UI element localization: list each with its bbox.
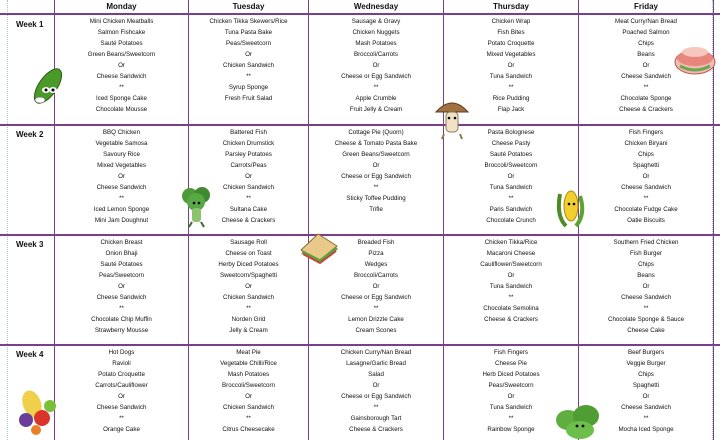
meal-item: Herby Diced Potatoes [218, 261, 279, 268]
meal-item: Cottage Pie (Quorn) [348, 129, 404, 136]
meal-item: Chocolate Chip Muffin [91, 316, 152, 323]
week-label: Week 3 [16, 240, 44, 249]
meal-item: Mash Potatoes [355, 40, 397, 47]
meal-item: Tuna Sandwich [489, 184, 533, 191]
meal-item: Onion Bhaji [105, 250, 138, 257]
meal-item: Savoury Rice [103, 151, 140, 158]
meal-cell [55, 237, 188, 336]
meal-item: Chocolate Sponge [620, 95, 672, 102]
meal-item: Or [118, 283, 125, 290]
day-header-friday: Friday [633, 2, 658, 11]
meal-item: Tuna Sandwich [489, 283, 533, 290]
meal-item: Or [642, 393, 650, 400]
meal-item: Syrup Sponge [228, 84, 269, 91]
meal-item: Or [372, 162, 380, 169]
meal-item: Peas/Sweetcorn [488, 382, 534, 389]
meal-item: Chicken Sandwich [223, 62, 274, 69]
week-label: Week 1 [16, 20, 44, 29]
meal-item: Carrots/Cauliflower [95, 382, 148, 389]
week-label: Week 2 [16, 130, 44, 139]
meal-item: Sausage & Gravy [351, 18, 401, 25]
meal-item: Or [118, 62, 125, 69]
meal-item: Breaded Fish [357, 239, 395, 246]
meal-item: Cauliflower/Sweetcorn [480, 261, 542, 268]
day-header-wednesday: Wednesday [353, 2, 399, 11]
meal-item: Cheese Pasty [491, 140, 531, 147]
meal-item: Parsley Potatoes [225, 151, 272, 158]
meal-item: Chicken Drumstick [222, 140, 275, 147]
meal-item: ** [119, 84, 124, 91]
meal-cell [309, 127, 443, 215]
meal-item: Fish Burger [630, 250, 662, 257]
meal-item: ** [246, 415, 251, 422]
meal-item: Battered Fish [230, 129, 267, 136]
meal-item: Rice Pudding [492, 95, 530, 102]
meal-item: Or [507, 173, 515, 180]
meal-item: Or [372, 62, 380, 69]
meal-item: Or [245, 283, 252, 290]
meal-item: Or [507, 393, 515, 400]
meal-item: Cheese Sandwich [621, 404, 671, 411]
meal-item: Poached Salmon [622, 29, 670, 36]
meal-item: Chips [638, 151, 654, 158]
meal-item: Potato Croquette [98, 371, 145, 378]
meal-item: Green Beans/Sweetcorn [342, 151, 410, 158]
meal-cell [309, 347, 443, 435]
meal-item: ** [508, 84, 514, 91]
meal-item: Carrots/Peas [230, 162, 267, 169]
meal-cell [189, 237, 308, 336]
meal-item: ** [373, 404, 379, 411]
meal-item: ** [373, 184, 379, 191]
meal-item: Lemon Drizzle Cake [348, 316, 404, 323]
day-header-tuesday: Tuesday [232, 2, 265, 11]
meal-item: Cheese & Crackers [484, 316, 538, 323]
meal-item: Or [507, 272, 515, 279]
meal-item: Beans [637, 51, 655, 58]
meal-item: Green Beans/Sweetcorn [87, 51, 156, 58]
meal-item: Beans [637, 272, 655, 279]
meal-item: ** [246, 73, 251, 80]
meal-item: Peas/Sweetcorn [98, 272, 145, 279]
day-header-thursday: Thursday [492, 2, 529, 11]
meal-item: Or [642, 173, 650, 180]
meal-item: Hot Dogs [108, 349, 135, 356]
meal-item: Macaroni Cheese [486, 250, 536, 257]
meal-item: Pasta Bolognese [487, 129, 535, 136]
meal-item: Cheese & Crackers [221, 217, 276, 224]
cucumber-mascot-icon [26, 60, 70, 108]
meal-item: Cheese Sandwich [621, 294, 671, 301]
meal-item: ** [119, 195, 124, 202]
meal-item: ** [643, 415, 649, 422]
meal-item: Chocolate Semolina [483, 305, 539, 312]
meal-item: Herb Diced Potatoes [482, 371, 540, 378]
meal-item: Citrus Cheesecake [222, 426, 275, 433]
meal-item: Meat Curry/Nan Bread [615, 18, 677, 25]
meal-cell [55, 127, 188, 226]
meal-item: Salad [368, 371, 384, 378]
meal-item: Chicken Sandwich [223, 294, 274, 301]
meal-cell [55, 16, 188, 115]
meal-item: Or [245, 173, 252, 180]
meal-item: Cheese or Egg Sandwich [341, 294, 411, 301]
meal-item: Or [118, 173, 125, 180]
meal-item: Or [118, 393, 125, 400]
meal-item: Trifle [369, 206, 383, 213]
grid-line [0, 344, 720, 346]
meal-item: Or [372, 382, 380, 389]
meal-item: Chicken Tikka Skewers/Rice [209, 18, 288, 25]
meal-item: Or [245, 51, 252, 58]
meal-item: Orange Cake [103, 426, 140, 433]
meal-item: Chocolate Crunch [486, 217, 536, 224]
meal-item: Peas/Sweetcorn [225, 40, 272, 47]
meal-item: Wedges [364, 261, 388, 268]
meal-item: Broccoli/Carrots [353, 272, 398, 279]
margin-guide [7, 0, 8, 440]
meal-item: Cheese or Egg Sandwich [341, 173, 411, 180]
meal-item: Chips [638, 261, 654, 268]
meal-item: Cheese or Egg Sandwich [341, 393, 411, 400]
meal-item: Tuna Sandwich [489, 404, 533, 411]
meal-item: Cheese Sandwich [621, 184, 671, 191]
meal-item: Chips [638, 371, 654, 378]
meal-item: Mixed Vegetables [97, 162, 146, 169]
meal-item: Potato Croquette [487, 40, 535, 47]
meal-item: Broccoli/Sweetcorn [222, 382, 275, 389]
meal-item: Cheese Cake [627, 327, 665, 334]
meal-item: Salmon Fishcake [97, 29, 146, 36]
meal-item: Broccoli/Carrots [353, 51, 398, 58]
meal-item: Chicken Tikka/Rice [484, 239, 538, 246]
meal-item: Sauté Potatoes [100, 261, 143, 268]
grid-line [0, 234, 720, 236]
meal-item: Tuna Pasta Bake [224, 29, 273, 36]
meal-item: Oatie Biscuits [627, 217, 665, 224]
meal-item: Or [642, 283, 650, 290]
meal-item: Broccoli/Sweetcorn [484, 162, 538, 169]
meal-cell [579, 127, 713, 226]
meal-item: Cheese & Crackers [619, 106, 673, 113]
meal-item: Sweetcorn/Spaghetti [219, 272, 278, 279]
meal-cell [444, 237, 578, 325]
meal-item: Fresh Fruit Salad [224, 95, 273, 102]
meal-item: Tuna Sandwich [489, 73, 533, 80]
meal-cell [309, 16, 443, 115]
meal-item: ** [643, 84, 649, 91]
meal-cell [579, 237, 713, 336]
meal-item: Paris Sandwich [489, 206, 533, 213]
meal-item: Sultana Cake [229, 206, 268, 213]
meal-item: Fish Fingers [628, 129, 664, 136]
meal-item: Apple Crumble [355, 95, 397, 102]
mushroom-mascot-icon [432, 96, 472, 140]
meal-item: Chips [638, 40, 654, 47]
meal-item: ** [508, 294, 514, 301]
meal-item: BBQ Chicken [102, 129, 141, 136]
meal-item: Iced Lemon Sponge [93, 206, 150, 213]
meal-item: Southern Fried Chicken [613, 239, 679, 246]
meal-cell [189, 347, 308, 435]
meal-item: Lasagne/Garlic Bread [346, 360, 406, 367]
meal-item: Chocolate Sponge & Sauce [607, 316, 685, 323]
meal-item: Beef Burgers [627, 349, 665, 356]
meal-item: Chicken Sandwich [223, 184, 274, 191]
grid-line [0, 124, 720, 126]
meal-item: Cheese or Egg Sandwich [341, 73, 411, 80]
meal-item: Fish Fingers [493, 349, 529, 356]
meal-item: Sausage Roll [230, 239, 267, 246]
meal-item: Mini Chicken Meatballs [89, 18, 154, 25]
meal-item: ** [373, 305, 379, 312]
meal-item: Mini Jam Doughnut [94, 217, 149, 224]
meal-item: Fish Bites [497, 29, 525, 36]
meal-item: ** [643, 195, 649, 202]
broccoli-mascot-icon [180, 186, 214, 228]
meal-item: Sauté Potatoes [489, 151, 533, 158]
meal-item: Vegetable Samosa [95, 140, 148, 147]
meal-item: Norden Grid [231, 316, 266, 323]
meal-item: Or [507, 62, 515, 69]
radish-leaves-icon [550, 404, 610, 440]
meal-item: Chicken Breast [100, 239, 143, 246]
meal-item: Vegetable Chilli/Rice [220, 360, 277, 367]
corn-mascot-icon [556, 186, 586, 230]
week-label: Week 4 [16, 350, 44, 359]
meal-item: Gainsborough Tart [350, 415, 402, 422]
meal-item: ** [119, 305, 124, 312]
meal-item: Chocolate Mousse [95, 106, 148, 113]
meal-item: Cheese Sandwich [96, 404, 147, 411]
meal-item: Sauté Potatoes [100, 40, 143, 47]
grid-line [0, 13, 720, 15]
meal-item: Sticky Toffee Pudding [346, 195, 406, 202]
meal-item: Spaghetti [632, 162, 660, 169]
meal-item: ** [373, 84, 379, 91]
meal-item: Chicken Nuggets [352, 29, 400, 36]
meal-item: Meat Pie [236, 349, 261, 356]
meal-item: Mocha Iced Sponge [618, 426, 674, 433]
ham-burger-icon [672, 40, 718, 80]
meal-item: Spaghetti [632, 382, 660, 389]
meal-item: Strawberry Mousse [94, 327, 149, 334]
meal-item: Cheese & Tomato Pasta Bake [334, 140, 418, 147]
meal-item: Cheese Pie [495, 360, 527, 367]
meal-item: Cheese Sandwich [96, 73, 147, 80]
meal-item: ** [119, 415, 124, 422]
sandwich-icon [298, 230, 340, 264]
meal-item: Cheese Sandwich [96, 184, 147, 191]
meal-item: Pizza [368, 250, 384, 257]
meal-item: ** [643, 305, 649, 312]
meal-item: Flap Jack [497, 106, 525, 113]
meal-item: Cheese on Toast [225, 250, 272, 257]
meal-item: Cheese Sandwich [621, 73, 671, 80]
meal-item: Mash Potatoes [227, 371, 270, 378]
meal-item: Cream Scones [355, 327, 397, 334]
meal-item: Cheese Sandwich [96, 294, 147, 301]
meal-item: Chicken Curry/Nan Bread [340, 349, 412, 356]
meal-item: Chocolate Fudge Cake [614, 206, 678, 213]
meal-item: Iced Sponge Cake [96, 95, 147, 102]
meal-item: ** [508, 415, 514, 422]
meal-item: Chicken Biryani [624, 140, 668, 147]
meal-item: ** [508, 195, 514, 202]
meal-item: Chicken Wrap [491, 18, 531, 25]
meal-item: Or [245, 393, 252, 400]
meal-item: Rainbow Sponge [487, 426, 535, 433]
meal-item: Mixed Vegetables [486, 51, 536, 58]
meal-item: ** [246, 195, 251, 202]
meal-item: ** [246, 305, 251, 312]
meal-cell [189, 16, 308, 104]
meal-item: Or [642, 62, 650, 69]
meal-item: Fruit Jelly & Cream [349, 106, 403, 113]
meal-cell [55, 347, 188, 435]
fruit-bowl-icon [12, 386, 62, 436]
meal-item: Jelly & Cream [229, 327, 268, 334]
meal-item: Veggie Burger [626, 360, 666, 367]
day-header-monday: Monday [106, 2, 137, 11]
meal-item: Cheese & Crackers [349, 426, 403, 433]
meal-item: Chicken Sandwich [223, 404, 274, 411]
meal-item: Ravioli [112, 360, 131, 367]
meal-item: Or [372, 283, 380, 290]
